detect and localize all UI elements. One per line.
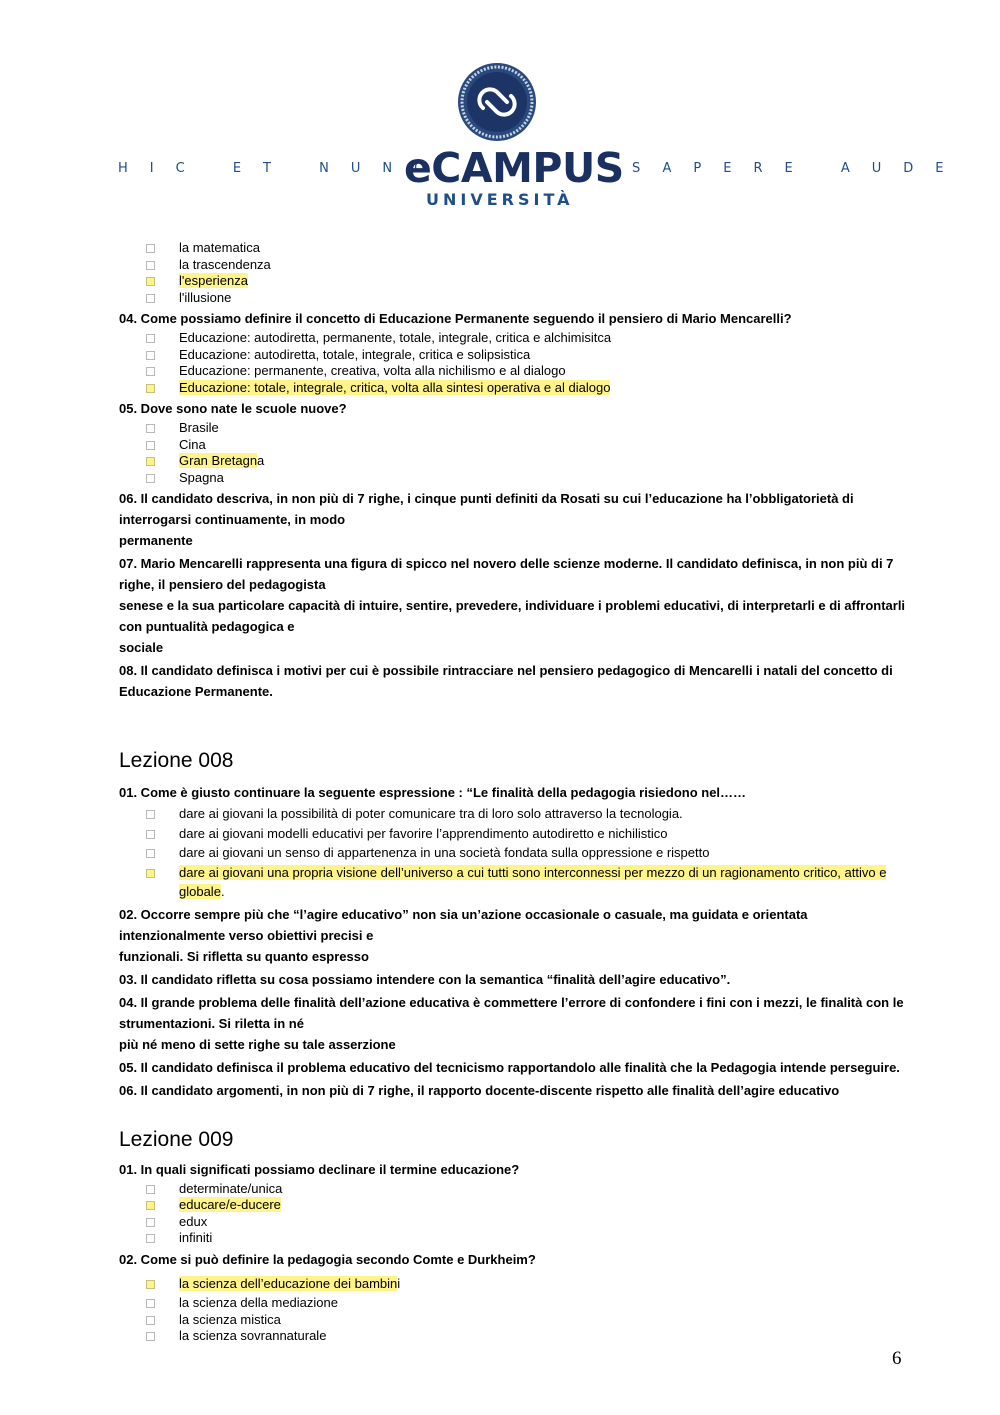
option-item: Educazione: autodiretta, totale, integrale, critica e solipsistica: [119, 347, 909, 364]
option-item-correct: Gran Bretagna: [119, 453, 909, 470]
option-item: Spagna: [119, 470, 909, 487]
option-item: l'illusione: [119, 290, 909, 307]
option-item-correct: l'esperienza: [119, 273, 909, 290]
question-text: 05. Dove sono nate le scuole nuove?: [119, 401, 347, 416]
checkbox-icon: [146, 1185, 155, 1194]
checkbox-icon: [146, 367, 155, 376]
option-item-correct: dare ai giovani una propria visione dell’universo a cui tutti sono interconnessi per mezzo di un ragionamento critico, attivo e globale.: [119, 863, 909, 902]
option-item: Educazione: autodiretta, permanente, totale, integrale, critica e alchimisitca: [119, 330, 909, 347]
option-item: Brasile: [119, 420, 909, 437]
checkbox-icon: [146, 474, 155, 483]
checkbox-icon: [146, 261, 155, 270]
checkbox-icon: [146, 1299, 155, 1308]
option-item: Cina: [119, 437, 909, 454]
checkbox-icon: [146, 1316, 155, 1325]
checkbox-icon: [146, 244, 155, 253]
option-item: la matematica: [119, 240, 909, 257]
question-text: 02. Come si può definire la pedagogia secondo Comte e Durkheim?: [119, 1251, 536, 1267]
checkbox-icon: [146, 849, 155, 858]
option-item: la scienza mistica: [119, 1312, 909, 1329]
checkbox-icon: [146, 1280, 155, 1289]
checkbox-icon: [146, 810, 155, 819]
question-text: 01. In quali significati possiamo declinare il termine educazione?: [119, 1161, 520, 1177]
page-number: 6: [892, 1348, 902, 1369]
page-header: [0, 0, 1000, 220]
option-item: determinate/unica: [119, 1181, 909, 1198]
checkbox-icon: [146, 424, 155, 433]
checkbox-icon: [146, 1332, 155, 1341]
checkbox-icon: [146, 334, 155, 343]
brand-wordmark: eCAMPUS: [404, 144, 624, 192]
question-text: 06. Il candidato descriva, in non più di 7 righe, i cinque punti definiti da Rosati su cui l’educazione ha l’obbligatorietà di interrogarsi continuamente, in modo permanente: [119, 491, 854, 548]
option-item-correct: la scienza dell’educazione dei bambini: [119, 1276, 909, 1293]
option-item: infiniti: [119, 1230, 909, 1247]
option-item: dare ai giovani modelli educativi per favorire l’apprendimento autodiretto e nichilistico: [119, 824, 909, 844]
checkbox-icon: [146, 277, 155, 286]
option-item: dare ai giovani un senso di appartenenza in una società fondata sulla oppressione e rispetto: [119, 843, 909, 863]
option-item: la trascendenza: [119, 257, 909, 274]
question-text: 07. Mario Mencarelli rappresenta una figura di spicco nel novero delle scienze moderne. Il candidato definisca, in non più di 7 righe, il pensiero del pedagogista senese e la sua particolare capacità di intuire, sentire, prevedere, individuare i problemi educativi, di interpretarli e di affrontarli con puntualità pedagogica e sociale: [119, 556, 906, 655]
motto-left: HIC ET NUNC: [118, 161, 446, 176]
checkbox-icon: [146, 830, 155, 839]
option-item: la scienza sovrannaturale: [119, 1328, 909, 1345]
checkbox-icon: [146, 294, 155, 303]
checkbox-icon: [146, 441, 155, 450]
option-item: la scienza della mediazione: [119, 1295, 909, 1312]
option-item-correct: educare/e-ducere: [119, 1197, 909, 1214]
lesson-heading: Lezione 009: [119, 1127, 234, 1151]
question-text: 06. Il candidato argomenti, in non più di 7 righe, il rapporto docente-discente rispetto alle finalità dell’agire educativo: [119, 1082, 840, 1098]
brand-subtitle: UNIVERSITÀ: [426, 190, 574, 209]
question-text: 04. Come possiamo definire il concetto di Educazione Permanente seguendo il pensiero di Mario Mencarelli?: [119, 311, 792, 326]
option-item: Educazione: permanente, creativa, volta alla nichilismo e al dialogo: [119, 363, 909, 380]
lesson-heading: Lezione 008: [119, 749, 234, 772]
question-text: 03. Il candidato rifletta su cosa possiamo intendere con la semantica “finalità dell’agire educativo”.: [119, 971, 731, 987]
checkbox-icon: [146, 869, 155, 878]
checkbox-icon: [146, 1234, 155, 1243]
question-text: 01. Come è giusto continuare la seguente espressione : “Le finalità della pedagogia risiedono nel……: [119, 785, 747, 800]
checkbox-icon: [146, 384, 155, 393]
motto-right: SAPERE AUDE: [632, 161, 966, 176]
checkbox-icon: [146, 1201, 155, 1210]
ecampus-seal-logo: [457, 62, 537, 142]
checkbox-icon: [146, 351, 155, 360]
question-text: 04. Il grande problema delle finalità dell’azione educativa è commettere l’errore di confondere i fini con i mezzi, le finalità con le strumentazioni. Si riletta in né più né meno di sette righe su tale asserzione: [119, 994, 904, 1052]
question-text: 05. Il candidato definisca il problema educativo del tecnicismo rapportandolo alle finalità che la Pedagogia intende perseguire.: [119, 1059, 900, 1075]
checkbox-icon: [146, 1218, 155, 1227]
option-item-correct: Educazione: totale, integrale, critica, volta alla sintesi operativa e al dialogo: [119, 380, 909, 397]
checkbox-icon: [146, 457, 155, 466]
question-text: 02. Occorre sempre più che “l’agire educativo” non sia un’azione occasionale o casuale, ma guidata e orientata intenzionalmente verso obiettivi precisi e funzionali. Si rifletta su quanto espresso: [119, 906, 808, 964]
question-text: 08. Il candidato definisca i motivi per cui è possibile rintracciare nel pensiero pedagogico di Mencarelli i natali del concetto di Educazione Permanente.: [119, 663, 893, 699]
document-body: [119, 240, 909, 1345]
option-item: edux: [119, 1214, 909, 1231]
option-item: dare ai giovani la possibilità di poter comunicare tra di loro solo attraverso la tecnologia.: [119, 804, 909, 824]
